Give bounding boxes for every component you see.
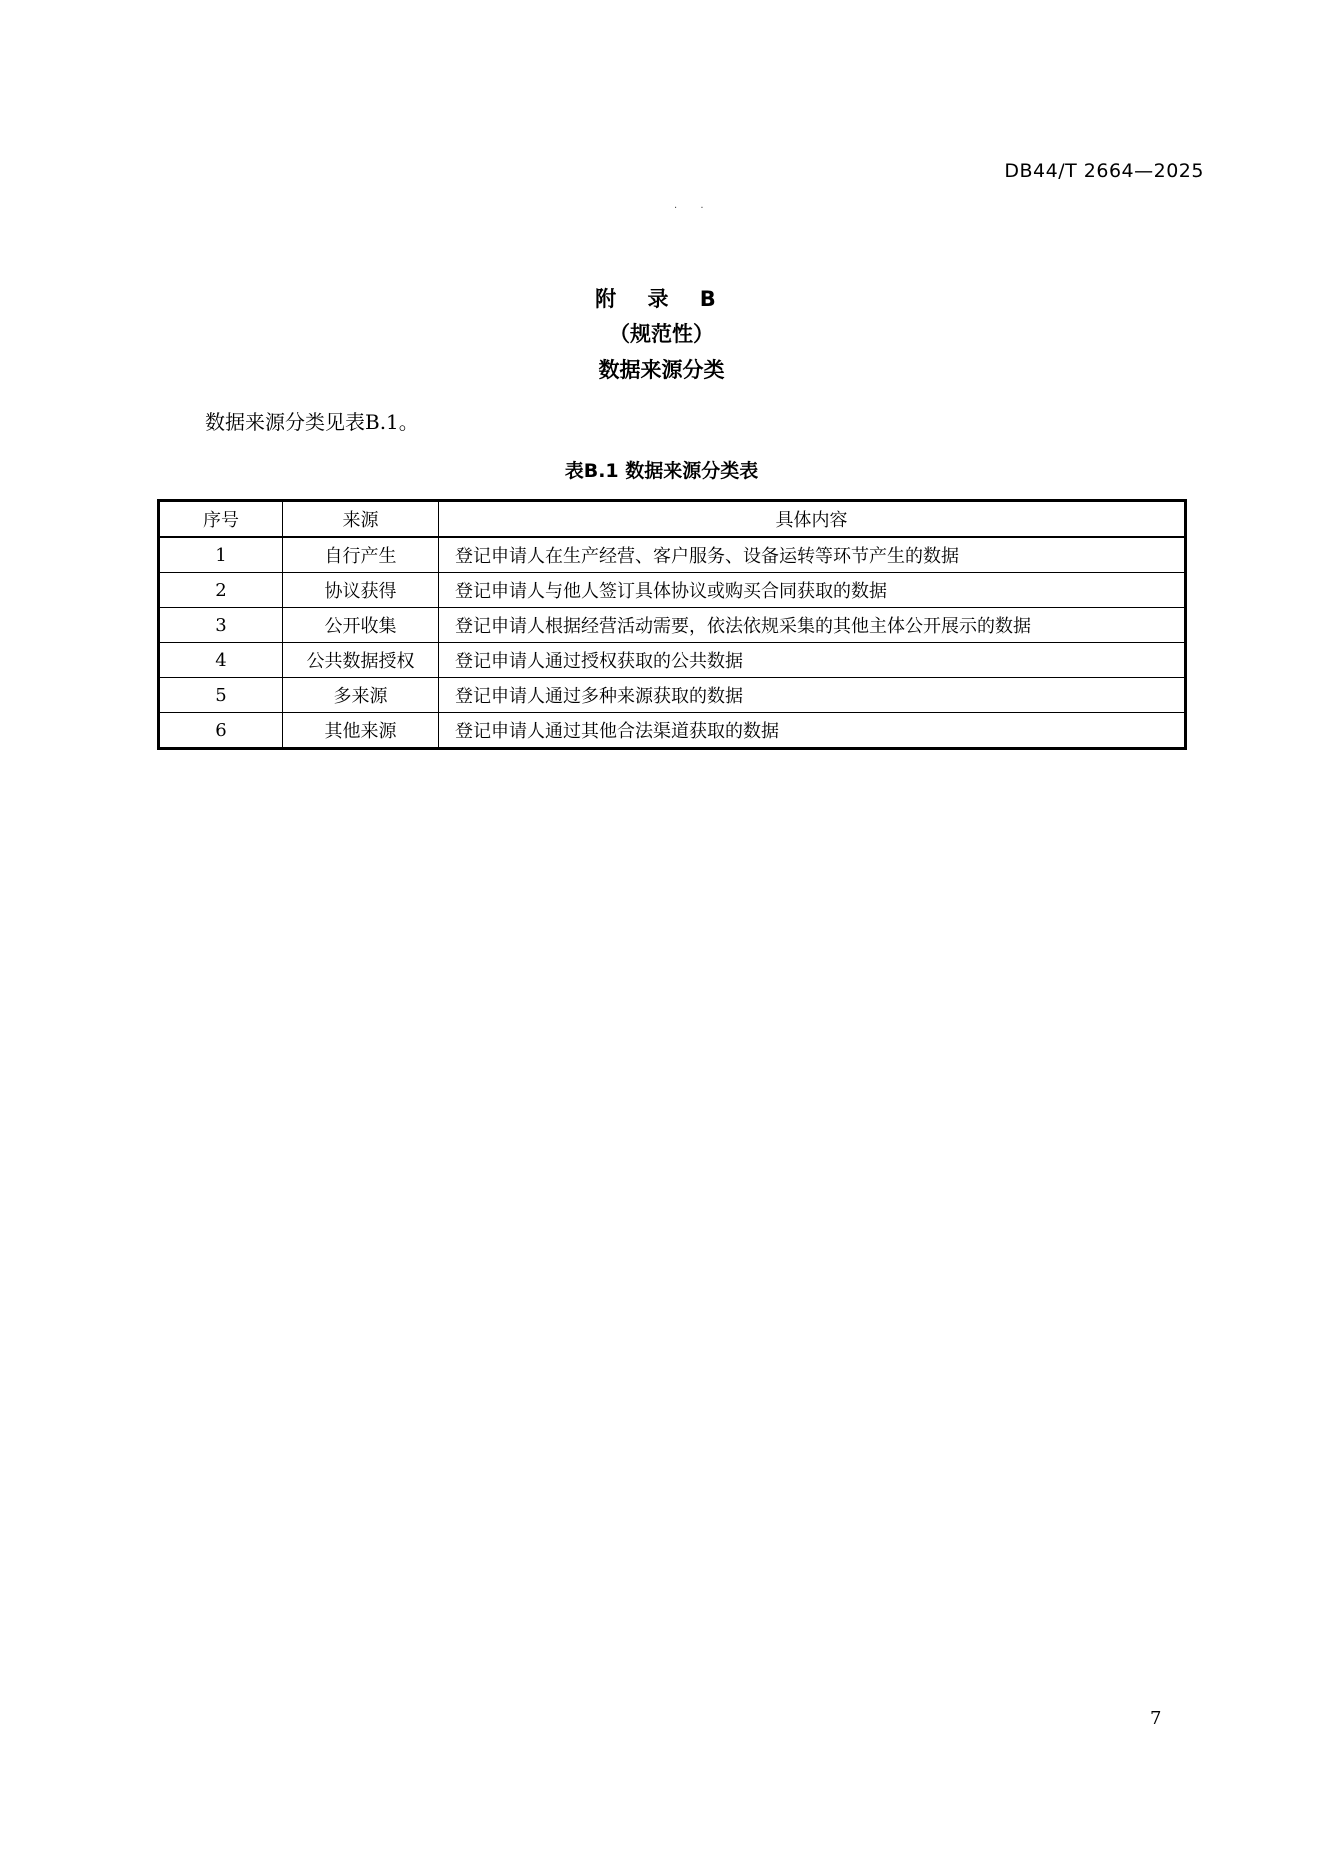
standard-code: DB44/T 2664—2025 [1004, 160, 1204, 182]
header-cell-no: 序号 [159, 501, 283, 538]
table-header-row [159, 501, 1186, 538]
cell-content: 登记申请人通过授权获取的公共数据 [439, 643, 1186, 678]
cell-source: 其他来源 [283, 713, 439, 749]
table-caption: 表B.1 数据来源分类表 [564, 460, 759, 482]
table-row [159, 643, 1186, 678]
cell-no: 6 [159, 713, 283, 749]
appendix-name: 数据来源分类 [598, 358, 725, 382]
cell-source: 多来源 [283, 678, 439, 713]
cell-content: 登记申请人与他人签订具体协议或购买合同获取的数据 [439, 573, 1186, 608]
cell-source: 自行产生 [283, 537, 439, 573]
table-row [159, 537, 1186, 573]
appendix-type: （规范性） [609, 322, 714, 346]
intro-paragraph: 数据来源分类见表B.1。 [205, 410, 419, 434]
header-cell-source: 来源 [283, 501, 439, 538]
table-row [159, 713, 1186, 749]
cell-source: 公开收集 [283, 608, 439, 643]
cell-no: 5 [159, 678, 283, 713]
page-number: 7 [1150, 1708, 1162, 1729]
cell-content: 登记申请人在生产经营、客户服务、设备运转等环节产生的数据 [439, 537, 1186, 573]
cell-no: 2 [159, 573, 283, 608]
header-dots: · · [674, 203, 714, 214]
cell-content: 登记申请人根据经营活动需要，依法依规采集的其他主体公开展示的数据 [439, 608, 1186, 643]
cell-no: 1 [159, 537, 283, 573]
cell-content: 登记申请人通过其他合法渠道获取的数据 [439, 713, 1186, 749]
table-row [159, 573, 1186, 608]
data-source-table [157, 499, 1187, 750]
cell-content: 登记申请人通过多种来源获取的数据 [439, 678, 1186, 713]
appendix-title: 附 录 B [595, 287, 728, 311]
cell-source: 公共数据授权 [283, 643, 439, 678]
table-row [159, 678, 1186, 713]
cell-no: 3 [159, 608, 283, 643]
cell-no: 4 [159, 643, 283, 678]
header-cell-content: 具体内容 [439, 501, 1186, 538]
table-row [159, 608, 1186, 643]
cell-source: 协议获得 [283, 573, 439, 608]
